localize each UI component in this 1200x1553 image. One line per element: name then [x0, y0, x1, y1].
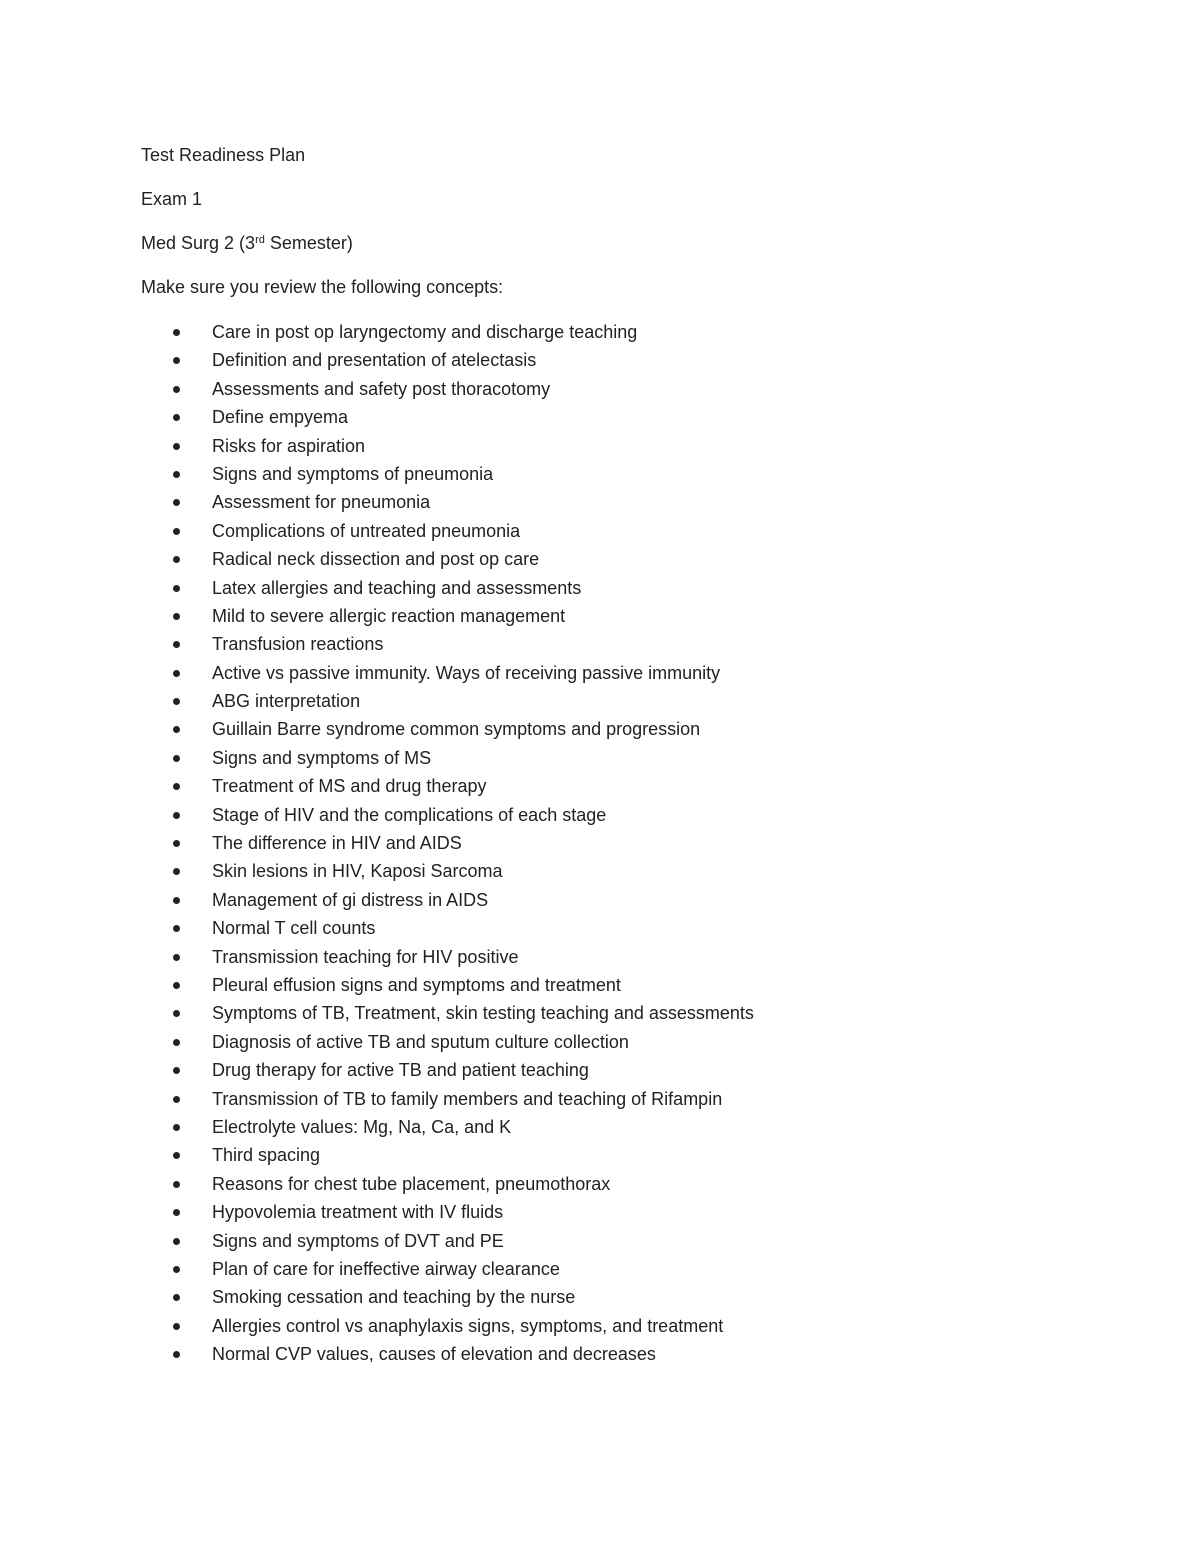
bullet-icon: [173, 329, 180, 336]
concept-text: Transmission teaching for HIV positive: [212, 946, 519, 967]
concept-text: Risks for aspiration: [212, 435, 366, 456]
concept-item: [141, 1085, 1041, 1113]
course-superscript: rd: [255, 234, 265, 246]
concept-text: Latex allergies and teaching and assessments: [212, 577, 582, 598]
concept-item: [141, 403, 1041, 431]
concept-text: Management of gi distress in AIDS: [212, 889, 489, 910]
concept-text: ABG interpretation: [212, 691, 361, 712]
concept-text: Third spacing: [212, 1145, 321, 1166]
concept-item: [141, 1056, 1041, 1084]
concept-item: [141, 1255, 1041, 1283]
concept-item: [141, 659, 1041, 687]
bullet-icon: [173, 1323, 180, 1330]
concept-text: Signs and symptoms of MS: [212, 747, 432, 768]
bullet-icon: [173, 840, 180, 847]
bullet-icon: [173, 925, 180, 932]
bullet-icon: [173, 1124, 180, 1131]
concept-item: [141, 574, 1041, 602]
bullet-icon: [173, 1010, 180, 1017]
bullet-icon: [173, 386, 180, 393]
concept-text: Diagnosis of active TB and sputum culture collection: [212, 1031, 629, 1052]
bullet-icon: [173, 1181, 180, 1188]
bullet-icon: [173, 783, 180, 790]
concept-text: Reasons for chest tube placement, pneumothorax: [212, 1173, 611, 1194]
concept-text: Smoking cessation and teaching by the nurse: [212, 1287, 576, 1308]
concept-item: [141, 318, 1041, 346]
bullet-icon: [173, 528, 180, 535]
bullet-icon: [173, 1351, 180, 1358]
concept-text: Radical neck dissection and post op care: [212, 549, 540, 570]
concept-item: [141, 545, 1041, 573]
course-label: [141, 230, 1041, 256]
concept-item: [141, 488, 1041, 516]
concept-text: Active vs passive immunity. Ways of receiving passive immunity: [212, 662, 721, 683]
bullet-icon: [173, 1096, 180, 1103]
concept-text: Plan of care for ineffective airway clearance: [212, 1258, 560, 1279]
concept-text: Electrolyte values: Mg, Na, Ca, and K: [212, 1116, 512, 1137]
concept-item: [141, 517, 1041, 545]
concept-text: Normal T cell counts: [212, 918, 376, 939]
concept-item: [141, 460, 1041, 488]
bullet-icon: [173, 499, 180, 506]
concept-text: Definition and presentation of atelectasis: [212, 350, 537, 371]
bullet-icon: [173, 471, 180, 478]
concept-item: [141, 687, 1041, 715]
concept-text: Stage of HIV and the complications of each stage: [212, 804, 607, 825]
concept-text: Skin lesions in HIV, Kaposi Sarcoma: [212, 861, 503, 882]
bullet-icon: [173, 1238, 180, 1245]
concept-text: Signs and symptoms of DVT and PE: [212, 1230, 504, 1251]
concept-text: Define empyema: [212, 407, 349, 428]
bullet-icon: [173, 1039, 180, 1046]
concept-text: Complications of untreated pneumonia: [212, 520, 521, 541]
concept-item: [141, 715, 1041, 743]
concept-item: [141, 602, 1041, 630]
concept-item: [141, 999, 1041, 1027]
concept-text: Assessment for pneumonia: [212, 492, 431, 513]
concept-item: [141, 1170, 1041, 1198]
exam-label: Exam 1: [141, 189, 203, 209]
concept-item: [141, 1283, 1041, 1311]
concept-item: [141, 375, 1041, 403]
bullet-icon: [173, 982, 180, 989]
concept-text: Hypovolemia treatment with IV fluids: [212, 1202, 504, 1223]
bullet-icon: [173, 698, 180, 705]
concept-item: [141, 1113, 1041, 1141]
concept-text: Care in post op laryngectomy and discharge teaching: [212, 322, 638, 342]
concept-text: Symptoms of TB, Treatment, skin testing teaching and assessments: [212, 1003, 754, 1024]
concept-item: [141, 943, 1041, 971]
concept-text: Guillain Barre syndrome common symptoms and progression: [212, 719, 701, 740]
bullet-icon: [173, 1266, 180, 1273]
concept-text: Allergies control vs anaphylaxis signs, symptoms, and treatment: [212, 1315, 724, 1336]
concept-item: [141, 630, 1041, 658]
document-title: Test Readiness Plan: [141, 145, 306, 165]
concept-text: Assessments and safety post thoracotomy: [212, 378, 551, 399]
concept-item: [141, 886, 1041, 914]
bullet-icon: [173, 954, 180, 961]
bullet-icon: [173, 556, 180, 563]
intro-text: Make sure you review the following concepts:: [141, 277, 504, 297]
bullet-icon: [173, 641, 180, 648]
concept-item: [141, 1227, 1041, 1255]
concept-item: [141, 914, 1041, 942]
concept-item: [141, 1312, 1041, 1340]
concept-text: Drug therapy for active TB and patient teaching: [212, 1060, 589, 1081]
bullet-icon: [173, 726, 180, 733]
concept-item: [141, 772, 1041, 800]
bullet-icon: [173, 414, 180, 421]
concept-list: [141, 318, 1041, 1368]
concept-item: [141, 432, 1041, 460]
bullet-icon: [173, 585, 180, 592]
concept-item: [141, 857, 1041, 885]
concept-text: Treatment of MS and drug therapy: [212, 776, 487, 797]
concept-item: [141, 1028, 1041, 1056]
bullet-icon: [173, 812, 180, 819]
concept-item: [141, 1198, 1041, 1226]
concept-item: [141, 346, 1041, 374]
concept-item: [141, 829, 1041, 857]
concept-text: Signs and symptoms of pneumonia: [212, 463, 494, 484]
bullet-icon: [173, 1294, 180, 1301]
bullet-icon: [173, 443, 180, 450]
concept-item: [141, 801, 1041, 829]
course-suffix: Semester): [264, 233, 353, 253]
concept-text: Mild to severe allergic reaction management: [212, 605, 566, 626]
concept-item: [141, 971, 1041, 999]
concept-text: Transmission of TB to family members and teaching of Rifampin: [212, 1088, 723, 1109]
bullet-icon: [173, 1209, 180, 1216]
concept-text: Normal CVP values, causes of elevation and decreases: [212, 1344, 656, 1365]
bullet-icon: [173, 357, 180, 364]
bullet-icon: [173, 755, 180, 762]
bullet-icon: [173, 868, 180, 875]
concept-text: The difference in HIV and AIDS: [212, 833, 462, 854]
concept-item: [141, 744, 1041, 772]
concept-item: [141, 1340, 1041, 1368]
course-prefix: Med Surg 2 (3: [141, 233, 256, 253]
document-content: [141, 142, 1041, 1368]
concept-item: [141, 1141, 1041, 1169]
bullet-icon: [173, 1152, 180, 1159]
bullet-icon: [173, 670, 180, 677]
bullet-icon: [173, 613, 180, 620]
bullet-icon: [173, 897, 180, 904]
concept-text: Transfusion reactions: [212, 634, 384, 655]
concept-text: Pleural effusion signs and symptoms and treatment: [212, 974, 621, 995]
bullet-icon: [173, 1067, 180, 1074]
